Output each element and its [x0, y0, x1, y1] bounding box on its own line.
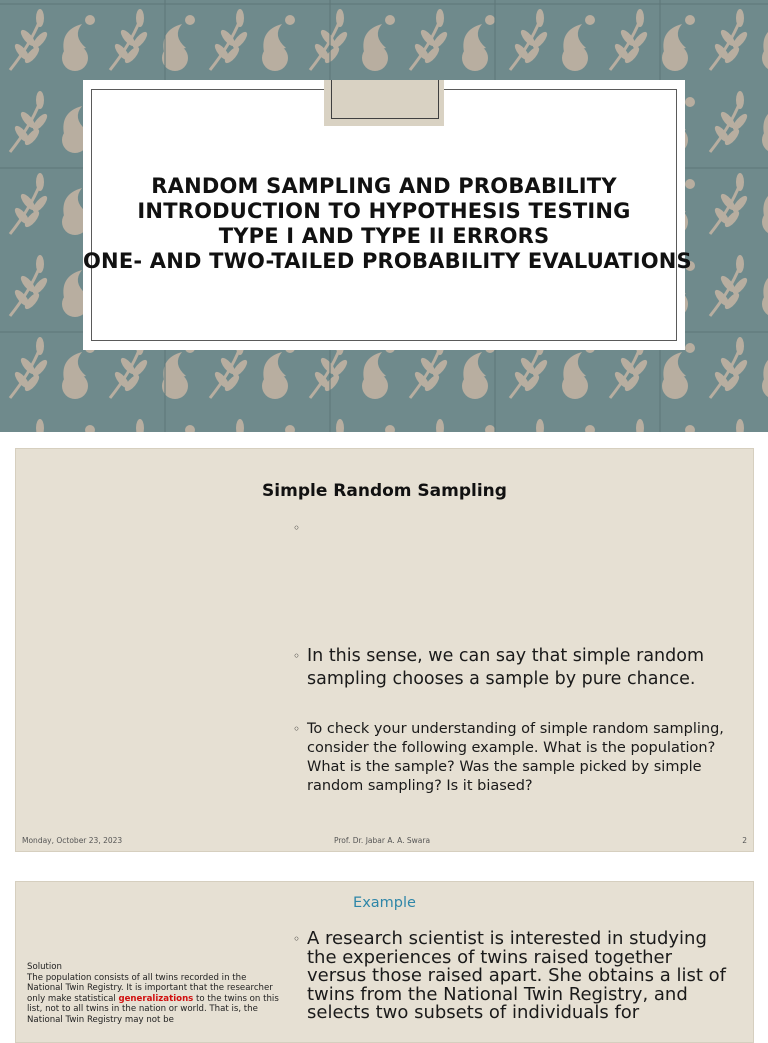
title-card-tab	[324, 80, 444, 126]
footer-page-number: 2	[742, 836, 747, 845]
footer-author: Prof. Dr. Jabar A. A. Swara	[334, 836, 431, 845]
slide-title	[83, 174, 692, 274]
solution-highlight: generalizations	[118, 993, 194, 1004]
solution-text-part-2: to the twins on this list, not to all twins in the nation or world. That is, the National Twin Registry may not be	[27, 993, 279, 1025]
solution-text-part-1: The population consists of all twins recorded in the National Twin Registry. It is important that the researcher only make statistical	[27, 972, 273, 1004]
bullet-check-understanding: ◦ To check your understanding of simple random sampling, consider the following example. What is the population? What is the sample? Was the sample picked by simple random sampling? Is it biased?	[293, 720, 727, 796]
title-card-tab-inner	[331, 80, 439, 119]
title-line-1: RANDOM SAMPLING AND PROBABILITY	[151, 174, 617, 198]
bullet-research-scientist: ◦ A research scientist is interested in studying the experiences of twins raised together versus those raised apart. She obtains a list of twins from the National Twin Registry, and selects two subsets of individuals for	[293, 930, 737, 1023]
slide-title: Example	[353, 895, 416, 911]
empty-bullet	[293, 521, 327, 541]
title-line-3: TYPE I AND TYPE II ERRORS	[218, 224, 550, 248]
slide-title: Simple Random Sampling	[262, 481, 507, 501]
slide-example	[15, 881, 754, 1043]
title-card	[83, 80, 692, 350]
bullet-pure-chance: ◦ In this sense, we can say that simple random sampling chooses a sample by pure chance.	[293, 645, 727, 691]
title-slide	[0, 0, 768, 432]
title-line-4: ONE- AND TWO-TAILED PROBABILITY EVALUATIONS	[83, 249, 692, 273]
slide-simple-random-sampling	[15, 448, 754, 852]
solution-label: Solution	[27, 962, 63, 972]
footer-date: Monday, October 23, 2023	[22, 836, 123, 845]
title-line-2: INTRODUCTION TO HYPOTHESIS TESTING	[137, 199, 631, 223]
solution-text	[27, 962, 281, 1025]
